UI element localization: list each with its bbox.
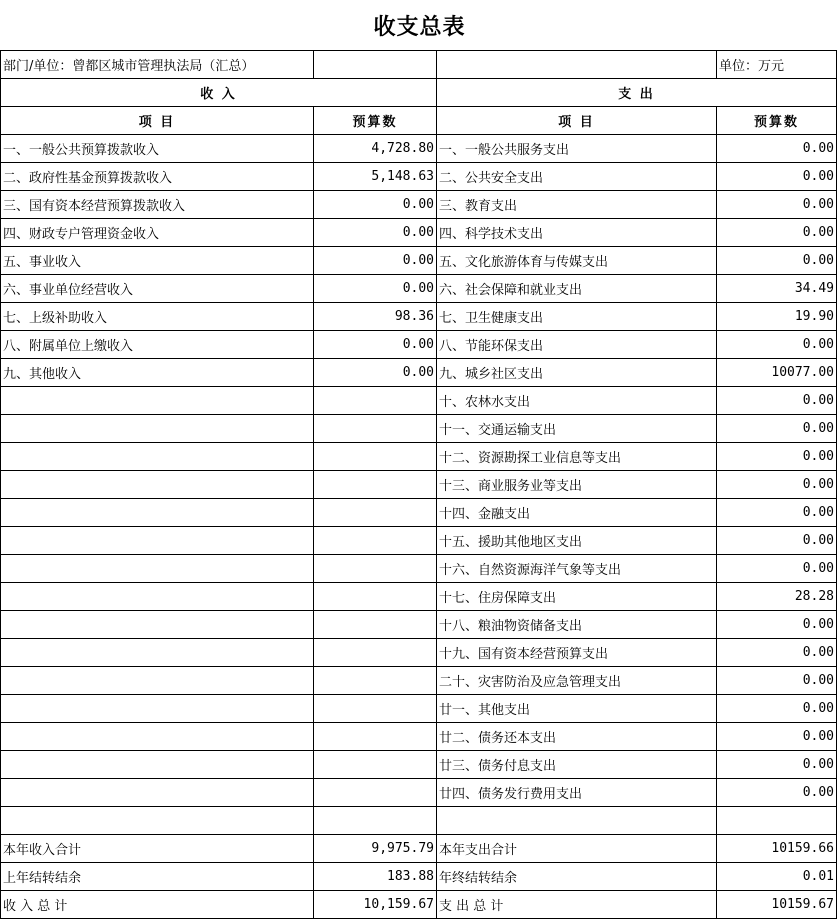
expense-item-cell: 十三、商业服务业等支出 [437, 471, 717, 499]
income-budget-header: 预算数 [314, 107, 437, 135]
income-item-cell [1, 499, 314, 527]
expense-item-cell: 十二、资源勘探工业信息等支出 [437, 443, 717, 471]
dept-label: 部门/单位：曾都区城市管理执法局（汇总） [1, 51, 314, 79]
expense-item-cell: 十七、住房保障支出 [437, 583, 717, 611]
expense-value-cell: 0.00 [717, 723, 837, 751]
section-header-row [1, 79, 837, 107]
table-row [1, 387, 837, 415]
income-item-cell [1, 807, 314, 835]
expense-item-cell: 廿三、债务付息支出 [437, 751, 717, 779]
expense-budget-header: 预算数 [717, 107, 837, 135]
income-value-cell: 183.88 [314, 863, 437, 891]
expense-value-cell: 0.00 [717, 135, 837, 163]
expense-item-cell: 六、社会保障和就业支出 [437, 275, 717, 303]
income-value-cell: 0.00 [314, 191, 437, 219]
expense-value-cell: 0.00 [717, 387, 837, 415]
income-value-cell [314, 387, 437, 415]
expense-value-cell: 0.00 [717, 779, 837, 807]
expense-item-cell [437, 807, 717, 835]
dept-blank-cell [314, 51, 437, 79]
income-item-cell [1, 779, 314, 807]
income-value-cell [314, 583, 437, 611]
income-value-cell [314, 499, 437, 527]
expense-item-cell: 十四、金融支出 [437, 499, 717, 527]
income-value-cell: 9,975.79 [314, 835, 437, 863]
income-item-cell [1, 583, 314, 611]
table-row [1, 275, 837, 303]
expense-item-cell: 廿一、其他支出 [437, 695, 717, 723]
expense-section-header: 支 出 [437, 79, 837, 107]
expense-item-cell: 八、节能环保支出 [437, 331, 717, 359]
expense-item-cell: 二、公共安全支出 [437, 163, 717, 191]
income-value-cell [314, 695, 437, 723]
expense-value-cell: 0.00 [717, 527, 837, 555]
expense-value-cell: 0.00 [717, 415, 837, 443]
expense-item-cell: 七、卫生健康支出 [437, 303, 717, 331]
income-item-cell: 八、附属单位上缴收入 [1, 331, 314, 359]
income-item-cell [1, 527, 314, 555]
table-row [1, 835, 837, 863]
table-row [1, 611, 837, 639]
income-value-cell [314, 555, 437, 583]
expense-value-cell: 0.00 [717, 443, 837, 471]
expense-item-cell: 二十、灾害防治及应急管理支出 [437, 667, 717, 695]
income-value-cell [314, 611, 437, 639]
income-item-cell [1, 667, 314, 695]
income-value-cell [314, 639, 437, 667]
table-row [1, 527, 837, 555]
expense-value-cell: 0.00 [717, 667, 837, 695]
dept-row [1, 51, 837, 79]
expense-item-cell: 年终结转结余 [437, 863, 717, 891]
income-item-cell [1, 443, 314, 471]
unit-label: 单位：万元 [717, 51, 837, 79]
income-value-cell [314, 751, 437, 779]
income-value-cell: 10,159.67 [314, 891, 437, 919]
income-item-cell [1, 471, 314, 499]
income-item-cell [1, 751, 314, 779]
income-value-cell: 0.00 [314, 275, 437, 303]
table-row [1, 499, 837, 527]
table-row [1, 219, 837, 247]
income-item-cell: 九、其他收入 [1, 359, 314, 387]
income-item-cell [1, 695, 314, 723]
income-value-cell: 4,728.80 [314, 135, 437, 163]
expense-value-cell: 0.01 [717, 863, 837, 891]
expense-value-cell: 0.00 [717, 499, 837, 527]
income-section-header: 收 入 [1, 79, 437, 107]
expense-value-cell: 0.00 [717, 219, 837, 247]
income-value-cell [314, 443, 437, 471]
table-row [1, 863, 837, 891]
expense-value-cell: 0.00 [717, 555, 837, 583]
expense-value-cell: 0.00 [717, 611, 837, 639]
expense-item-cell: 本年支出合计 [437, 835, 717, 863]
table-row [1, 303, 837, 331]
expense-item-cell: 三、教育支出 [437, 191, 717, 219]
expense-value-cell: 0.00 [717, 751, 837, 779]
expense-value-cell: 0.00 [717, 695, 837, 723]
table-row [1, 163, 837, 191]
income-item-cell: 上年结转结余 [1, 863, 314, 891]
income-value-cell [314, 527, 437, 555]
expense-value-cell: 10159.66 [717, 835, 837, 863]
income-item-cell [1, 415, 314, 443]
income-item-cell [1, 639, 314, 667]
table-row [1, 723, 837, 751]
income-item-cell: 四、财政专户管理资金收入 [1, 219, 314, 247]
expense-value-cell: 34.49 [717, 275, 837, 303]
expense-item-header: 项 目 [437, 107, 717, 135]
page-title: 收支总表 [373, 14, 466, 40]
expense-item-cell: 五、文化旅游体育与传媒支出 [437, 247, 717, 275]
table-row [1, 583, 837, 611]
expense-item-cell: 廿二、债务还本支出 [437, 723, 717, 751]
expense-value-cell: 0.00 [717, 163, 837, 191]
income-value-cell: 0.00 [314, 219, 437, 247]
income-item-header: 项 目 [1, 107, 314, 135]
income-value-cell: 0.00 [314, 247, 437, 275]
income-value-cell [314, 415, 437, 443]
income-item-cell: 三、国有资本经营预算拨款收入 [1, 191, 314, 219]
income-item-cell: 六、事业单位经营收入 [1, 275, 314, 303]
expense-value-cell: 10077.00 [717, 359, 837, 387]
expense-item-cell: 十六、自然资源海洋气象等支出 [437, 555, 717, 583]
table-row [1, 247, 837, 275]
table-row [1, 471, 837, 499]
expense-value-cell: 28.28 [717, 583, 837, 611]
expense-item-cell: 九、城乡社区支出 [437, 359, 717, 387]
table-row [1, 415, 837, 443]
income-item-cell [1, 555, 314, 583]
expense-item-cell: 十八、粮油物资储备支出 [437, 611, 717, 639]
table-row [1, 891, 837, 919]
income-item-cell: 收 入 总 计 [1, 891, 314, 919]
dept-blank-cell-2 [437, 51, 717, 79]
table-row [1, 751, 837, 779]
table-row [1, 331, 837, 359]
expense-value-cell: 0.00 [717, 331, 837, 359]
income-item-cell [1, 723, 314, 751]
income-value-cell: 98.36 [314, 303, 437, 331]
income-item-cell: 七、上级补助收入 [1, 303, 314, 331]
income-value-cell [314, 779, 437, 807]
table-row [1, 191, 837, 219]
income-value-cell [314, 471, 437, 499]
income-value-cell: 0.00 [314, 359, 437, 387]
income-item-cell: 一、一般公共预算拨款收入 [1, 135, 314, 163]
budget-table [0, 50, 837, 919]
expense-value-cell: 10159.67 [717, 891, 837, 919]
table-row [1, 695, 837, 723]
expense-value-cell [717, 807, 837, 835]
income-item-cell: 二、政府性基金预算拨款收入 [1, 163, 314, 191]
expense-item-cell: 四、科学技术支出 [437, 219, 717, 247]
income-item-cell: 五、事业收入 [1, 247, 314, 275]
column-header-row [1, 107, 837, 135]
expense-value-cell: 0.00 [717, 639, 837, 667]
table-row [1, 779, 837, 807]
expense-value-cell: 19.90 [717, 303, 837, 331]
expense-item-cell: 一、一般公共服务支出 [437, 135, 717, 163]
table-row [1, 807, 837, 835]
income-value-cell [314, 807, 437, 835]
table-row [1, 639, 837, 667]
table-row [1, 555, 837, 583]
expense-item-cell: 廿四、债务发行费用支出 [437, 779, 717, 807]
expense-item-cell: 十五、援助其他地区支出 [437, 527, 717, 555]
income-item-cell [1, 611, 314, 639]
income-value-cell: 0.00 [314, 331, 437, 359]
income-value-cell: 5,148.63 [314, 163, 437, 191]
table-row [1, 359, 837, 387]
expense-item-cell: 十九、国有资本经营预算支出 [437, 639, 717, 667]
income-value-cell [314, 667, 437, 695]
income-value-cell [314, 723, 437, 751]
income-item-cell [1, 387, 314, 415]
expense-value-cell: 0.00 [717, 247, 837, 275]
expense-value-cell: 0.00 [717, 191, 837, 219]
table-row [1, 667, 837, 695]
income-item-cell: 本年收入合计 [1, 835, 314, 863]
expense-item-cell: 十一、交通运输支出 [437, 415, 717, 443]
expense-item-cell: 支 出 总 计 [437, 891, 717, 919]
table-row [1, 135, 837, 163]
expense-value-cell: 0.00 [717, 471, 837, 499]
expense-item-cell: 十、农林水支出 [437, 387, 717, 415]
table-row [1, 443, 837, 471]
